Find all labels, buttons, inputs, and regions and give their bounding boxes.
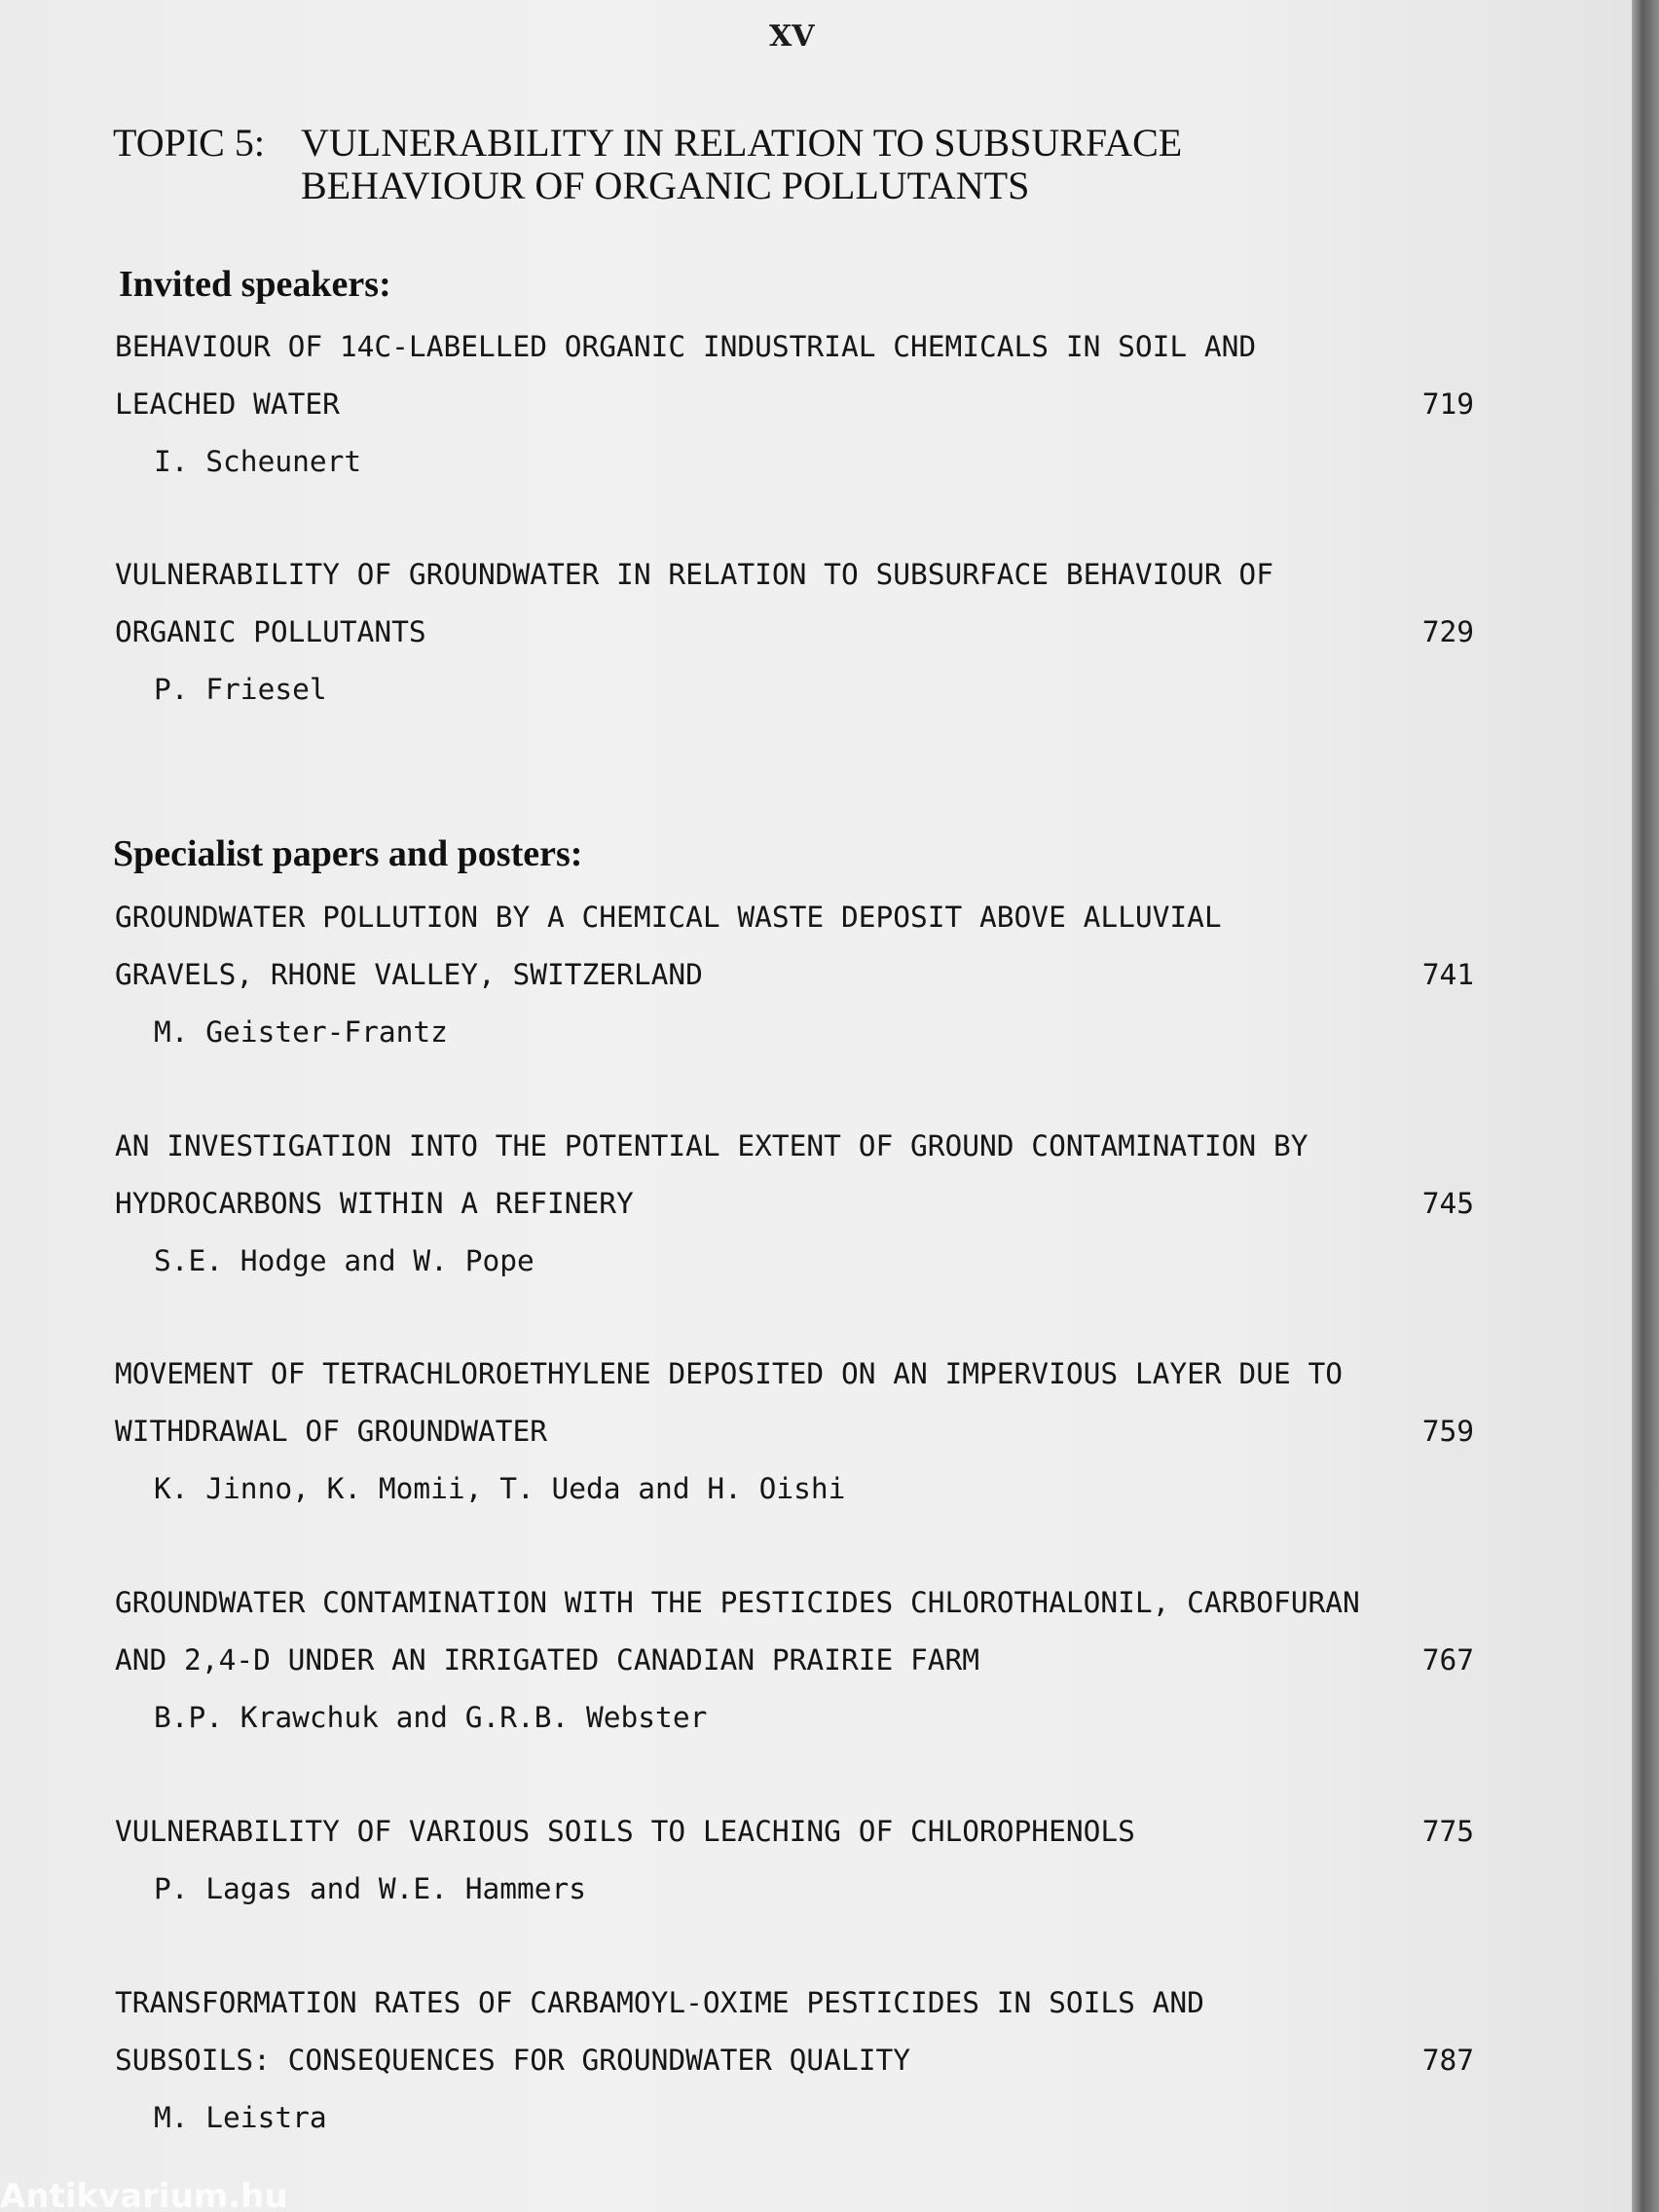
entry-title-text: HYDROCARBONS WITHIN A REFINERY <box>115 1187 634 1220</box>
topic-title-line: BEHAVIOUR OF ORGANIC POLLUTANTS <box>301 164 1030 207</box>
toc-entry <box>115 546 1474 719</box>
entry-title-line: GROUNDWATER CONTAMINATION WITH THE PESTICIDES CHLOROTHALONIL, CARBOFURAN <box>115 1586 1360 1619</box>
entry-page-number: 775 <box>1421 1815 1474 1848</box>
entry-title-line: AN INVESTIGATION INTO THE POTENTIAL EXTENT OF GROUND CONTAMINATION BY <box>115 1129 1309 1162</box>
entry-title-text: LEACHED WATER <box>115 387 340 421</box>
entry-title-line: BEHAVIOUR OF 14C-LABELLED ORGANIC INDUSTRIAL CHEMICALS IN SOIL AND <box>115 330 1257 363</box>
entry-title-line: TRANSFORMATION RATES OF CARBAMOYL-OXIME PESTICIDES IN SOILS AND <box>115 1986 1204 2019</box>
entry-authors: P. Lagas and W.E. Hammers <box>154 1872 587 1905</box>
entry-title-line <box>115 2032 1474 2089</box>
entry-authors: M. Leistra <box>154 2101 327 2134</box>
entry-page-number: 745 <box>1421 1187 1474 1220</box>
topic-heading <box>113 122 1182 207</box>
entry-title-text: SUBSOILS: CONSEQUENCES FOR GROUNDWATER QUALITY <box>115 2044 910 2077</box>
entry-title-line <box>115 946 1474 1004</box>
entry-authors: I. Scheunert <box>154 445 362 478</box>
entry-title-line <box>115 1403 1474 1460</box>
entry-authors: K. Jinno, K. Momii, T. Ueda and H. Oishi <box>154 1472 846 1505</box>
entry-page-number: 729 <box>1421 615 1474 648</box>
entry-page-number: 787 <box>1421 2044 1474 2077</box>
entry-title-line <box>115 604 1474 661</box>
entry-authors: S.E. Hodge and W. Pope <box>154 1244 535 1277</box>
toc-entry <box>115 1974 1474 2147</box>
entry-title-line: GROUNDWATER POLLUTION BY A CHEMICAL WASTE DEPOSIT ABOVE ALLUVIAL <box>115 901 1222 934</box>
watermark: Antikvarium.hu <box>0 2177 288 2212</box>
entry-page-number: 767 <box>1421 1643 1474 1677</box>
toc-entry <box>115 1118 1474 1290</box>
topic-label: TOPIC 5: <box>113 121 265 165</box>
toc-entry <box>115 1803 1474 1918</box>
entry-title-line <box>115 376 1474 433</box>
entry-title-text: AND 2,4-D UNDER AN IRRIGATED CANADIAN PRAIRIE FARM <box>115 1643 980 1677</box>
invited-speakers-heading: Invited speakers: <box>119 264 391 305</box>
toc-entry <box>115 889 1474 1061</box>
entry-title-text: WITHDRAWAL OF GROUNDWATER <box>115 1415 548 1448</box>
toc-entry <box>115 1346 1474 1518</box>
page-edge-shadow <box>1632 0 1659 2212</box>
entry-authors: P. Friesel <box>154 673 327 706</box>
entry-title-text: GRAVELS, RHONE VALLEY, SWITZERLAND <box>115 958 703 991</box>
entry-title-line <box>115 1632 1474 1689</box>
toc-entry <box>115 1574 1474 1747</box>
entry-page-number: 759 <box>1421 1415 1474 1448</box>
page-number: XV <box>769 19 815 54</box>
entry-title-line: MOVEMENT OF TETRACHLOROETHYLENE DEPOSITED ON AN IMPERVIOUS LAYER DUE TO <box>115 1357 1343 1390</box>
entry-title-line: VULNERABILITY OF GROUNDWATER IN RELATION TO SUBSURFACE BEHAVIOUR OF <box>115 558 1273 591</box>
entry-authors: M. Geister-Frantz <box>154 1015 448 1049</box>
specialist-papers-heading: Specialist papers and posters: <box>113 833 583 874</box>
entry-page-number: 719 <box>1421 387 1474 421</box>
entry-title-text: VULNERABILITY OF VARIOUS SOILS TO LEACHING OF CHLOROPHENOLS <box>115 1815 1135 1848</box>
entry-title-line <box>115 1803 1474 1861</box>
topic-title <box>301 122 1182 207</box>
toc-entry <box>115 318 1474 491</box>
entry-page-number: 741 <box>1421 958 1474 991</box>
entry-title-text: ORGANIC POLLUTANTS <box>115 615 426 648</box>
entry-authors: B.P. Krawchuk and G.R.B. Webster <box>154 1701 708 1734</box>
topic-title-line: VULNERABILITY IN RELATION TO SUBSURFACE <box>301 121 1183 165</box>
entry-title-line <box>115 1175 1474 1233</box>
